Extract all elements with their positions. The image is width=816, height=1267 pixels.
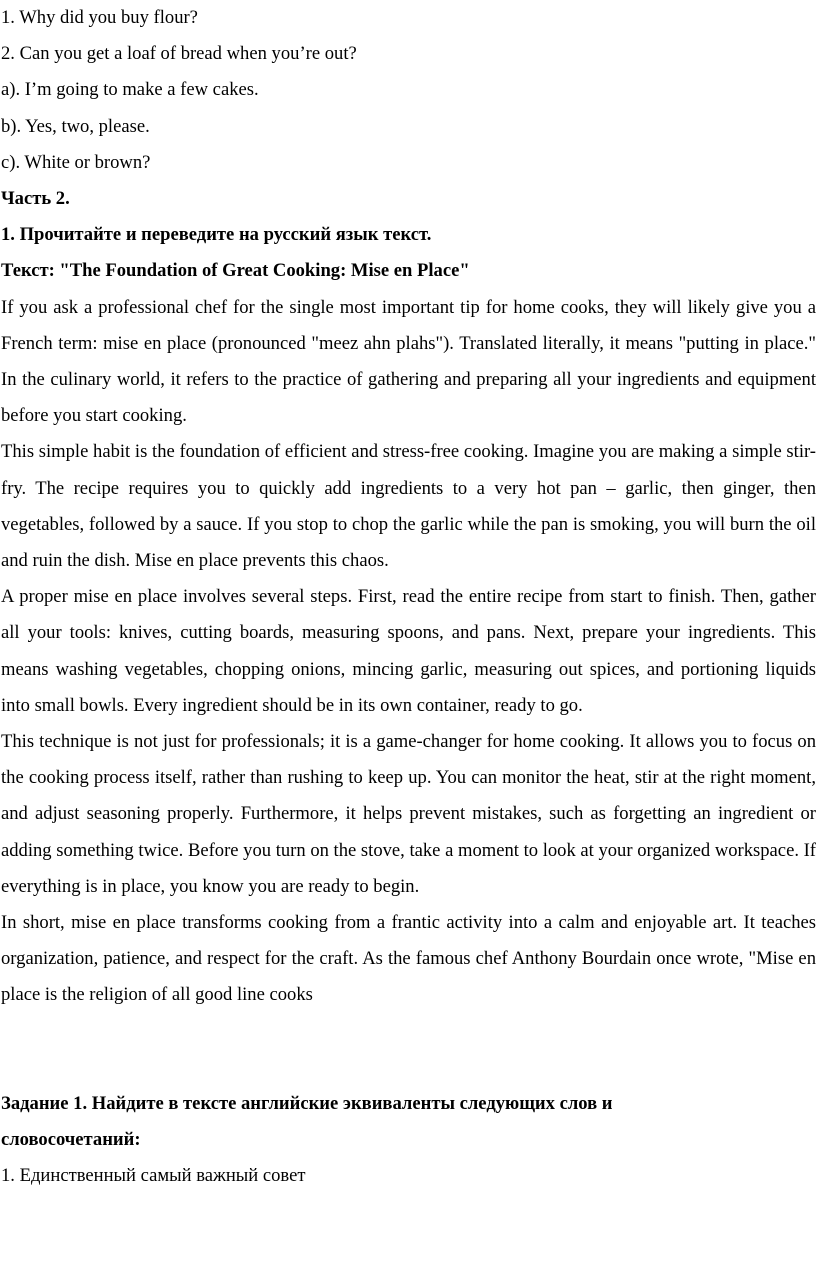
answer-b: b). Yes, two, please. — [1, 115, 150, 137]
task-heading: Задание 1. Найдите в тексте английские эквиваленты следующих слов и словосочетаний: — [1, 1092, 613, 1150]
question-1: 1. Why did you buy flour? — [1, 7, 198, 28]
answer-c: c). White or brown? — [1, 151, 151, 173]
paragraph-4: This technique is not just for professionals; it is a game-changer for home cooking. It allows you to focus on the cooking process itself, rather than rushing to keep up. You can monitor the heat, stir at the right moment, and adjust seasoning properly. Furthermore, it helps prevent mistakes, such as forgetting an ingredient or adding something twice. Before you turn on the stove, take a moment to look at your organized workspace. If everything is in place, you know you are ready to begin. — [1, 731, 816, 897]
paragraph-3: A proper mise en place involves several steps. First, read the entire recipe from start to finish. Then, gather all your tools: knives, cutting boards, measuring spoons, and pans. Next, prepare your ingredients. This means washing vegetables, chopping onions, mincing garlic, measuring out spices, and portioning liquids into small bowls. Every ingredient should be in its own container, ready to go. — [1, 586, 816, 716]
paragraph-2: This simple habit is the foundation of efficient and stress-free cooking. Imagine you are making a simple stir-fry. The recipe requires you to quickly add ingredients to a very hot pan – garlic, then ginger, then vegetables, followed by a sauce. If you stop to chop the garlic while the pan is smoking, you will burn the oil and ruin the dish. Mise en place prevents this chaos. — [1, 441, 816, 572]
answer-a: a). I’m going to make a few cakes. — [1, 79, 259, 101]
spacer — [1, 1014, 816, 1086]
question-2: 2. Can you get a loaf of bread when you’re out? — [1, 43, 357, 65]
instruction: 1. Прочитайте и переведите на русский язык текст. — [1, 224, 432, 246]
task-item-1: 1. Единственный самый важный совет — [1, 1165, 306, 1187]
paragraph-5: In short, mise en place transforms cooking from a frantic activity into a calm and enjoyable art. It teaches organization, patience, and respect for the craft. As the famous chef Anthony Bourdain once wrote, "Mise en place is the religion of all good line cooks — [1, 912, 816, 1006]
paragraph-1: If you ask a professional chef for the single most important tip for home cooks, they will likely give you a French term: mise en place (pronounced "meez ahn plahs"). Translated literally, it means "putting in place." In the culinary world, it refers to the practice of gathering and preparing all your ingredients and equipment before you start cooking. — [1, 296, 816, 427]
part-heading: Часть 2. — [1, 188, 70, 210]
text-title: Текст: "The Foundation of Great Cooking: Mise en Place" — [1, 260, 470, 282]
